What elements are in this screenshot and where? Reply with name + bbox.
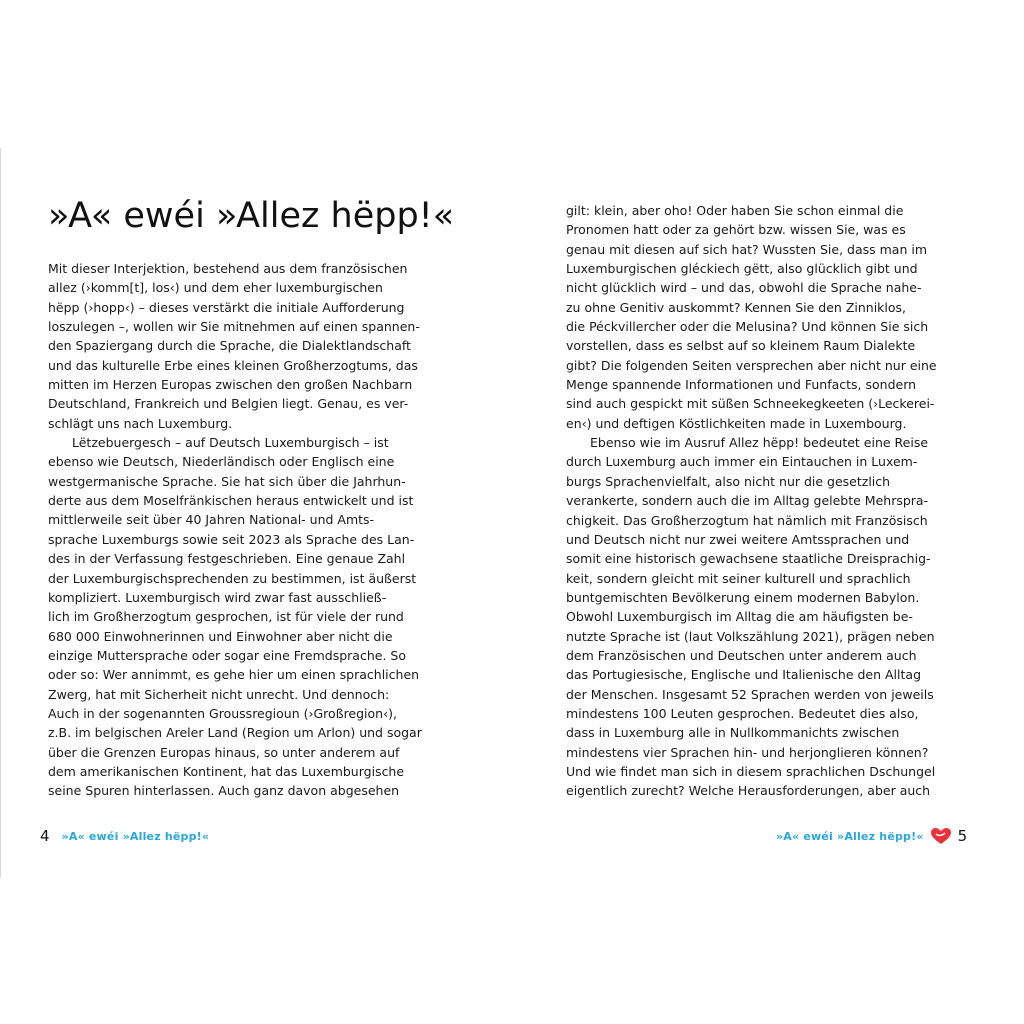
body-line: vorstellen, dass es selbst auf so kleinem Raum Dialekte	[566, 338, 916, 354]
body-line: gilt: klein, aber oho! Oder haben Sie schon einmal die	[566, 203, 904, 218]
body-line: keit, sondern gleicht mit seiner kulturell und sprachlich	[566, 570, 911, 586]
body-line: seine Spuren hinterlassen. Auch ganz davon abgesehen	[48, 783, 400, 799]
body-line: chigkeit. Das Großherzogtum hat nämlich mit Französisch	[566, 512, 928, 528]
body-line: den Spaziergang durch die Sprache, die Dialektlandschaft	[48, 338, 411, 354]
body-line: allez (›komm[t], los‹) und dem eher luxemburgischen	[48, 280, 383, 296]
body-line: z.B. im belgischen Areler Land (Region um Arlon) und sogar	[48, 725, 422, 741]
right-page-body	[566, 201, 937, 801]
body-line: nicht glücklich wird – und das, obwohl die Sprache nahe-	[566, 280, 922, 296]
body-line: burgs Sprachenvielfalt, also nicht nur die gesetzlich	[566, 473, 891, 489]
body-line: eigentlich zurecht? Welche Herausforderungen, aber auch	[566, 783, 931, 799]
body-line: Menge spannende Informationen und Funfacts, sondern	[566, 377, 917, 393]
body-line: genau mit diesen auf sich hat? Wussten Sie, dass man im	[566, 241, 927, 257]
body-line: dem Französischen und Deutschen unter anderem auch	[566, 647, 917, 663]
body-line: schlägt uns nach Luxemburg.	[48, 415, 233, 431]
body-line: Auch in der sogenannten Groussregioun (›Großregion‹),	[48, 705, 397, 721]
body-line: einzige Muttersprache oder sogar eine Fremdsprache. So	[48, 647, 406, 663]
body-line: dass in Luxemburg alle in Nullkommanichts zwischen	[566, 725, 900, 741]
body-line: nutzte Sprache ist (laut Volkszählung 2021), prägen neben	[566, 628, 935, 644]
right-footer	[776, 827, 967, 845]
body-line: sind auch gespickt mit süßen Schneekegkeeten (›Leckerei-	[566, 396, 935, 412]
left-footer	[40, 827, 209, 845]
body-line: sprache Luxemburgs sowie seit 2023 als Sprache des Lan-	[48, 531, 415, 547]
body-line: Pronomen hatt oder za gehört bzw. wissen Sie, was es	[566, 222, 906, 238]
body-line: buntgemischten Bevölkerung einem modernen Babylon.	[566, 589, 920, 605]
body-line: mindestens vier Sprachen hin- und herjonglieren können?	[566, 744, 929, 760]
body-line: Deutschland, Frankreich und Belgien liegt. Genau, es ver-	[48, 396, 409, 412]
chapter-title: »A« ewéi »Allez hëpp!«	[48, 196, 455, 236]
page-number: 4	[40, 827, 50, 845]
body-line: Obwohl Luxemburgisch im Alltag die am häufigsten be-	[566, 609, 913, 625]
running-head: »A« ewéi »Allez hëpp!«	[61, 829, 210, 843]
body-line: der Luxemburgischsprechenden zu bestimmen, ist äußerst	[48, 570, 417, 586]
body-line: hëpp (›hopp‹) – dieses verstärkt die initiale Aufforderung	[48, 299, 405, 315]
body-line: Und wie findet man sich in diesem sprachlichen Dschungel	[566, 763, 936, 779]
body-line: die Péckvillercher oder die Melusina? Und können Sie sich	[566, 319, 929, 335]
body-line: derte aus dem Moselfränkischen heraus entwickelt und ist	[48, 493, 414, 509]
body-line: dem amerikanischen Kontinent, hat das Luxemburgische	[48, 763, 405, 779]
body-line: mitten im Herzen Europas zwischen den großen Nachbarn	[48, 377, 413, 393]
body-line: und Deutsch nicht nur zwei weitere Amtssprachen und	[566, 531, 910, 547]
body-line: verankerte, sondern auch die im Alltag gelebte Mehrspra-	[566, 493, 929, 509]
body-line: zu ohne Genitiv auskommt? Kennen Sie den Zinniklos,	[566, 299, 907, 315]
body-line: gibt? Die folgenden Seiten versprechen aber nicht nur eine	[566, 357, 937, 373]
body-line: Luxemburgischen gléckiech gëtt, also glücklich gibt und	[566, 261, 918, 277]
body-line: Zwerg, hat mit Sicherheit nicht unrecht. Und dennoch:	[48, 686, 390, 702]
body-line: en‹) und deftigen Köstlichkeiten made in Luxembourg.	[566, 415, 907, 431]
body-line: kompliziert. Luxemburgisch wird zwar fast ausschließ-	[48, 589, 387, 605]
page-number: 5	[957, 827, 968, 845]
body-line: oder so: Wer annimmt, es gehe hier um einen sprachlichen	[48, 667, 420, 683]
body-line: Mit dieser Interjektion, bestehend aus dem französischen	[48, 261, 408, 276]
body-line: loszulegen –, wollen wir Sie mitnehmen auf einen spannen-	[48, 319, 420, 335]
body-line: der Menschen. Insgesamt 52 Sprachen werden von jeweils	[566, 686, 934, 702]
body-line: lich im Großherzogtum gesprochen, ist für viele der rund	[48, 609, 404, 625]
page-edge-line	[0, 148, 1, 878]
body-line: ebenso wie Deutsch, Niederländisch oder Englisch eine	[48, 454, 395, 470]
body-line: Ebenso wie im Ausruf Allez hëpp! bedeutet eine Reise	[590, 435, 929, 451]
body-line: westgermanische Sprache. Sie hat sich über die Jahrhun-	[48, 473, 406, 489]
body-line: mittlerweile seit über 40 Jahren National- und Amts-	[48, 512, 375, 528]
body-line: somit eine historisch gewachsene staatliche Dreisprachig-	[566, 551, 931, 567]
body-line: mindestens 100 Leuten gesprochen. Bedeutet dies also,	[566, 705, 919, 721]
body-line: Lëtzebuergesch – auf Deutsch Luxemburgisch – ist	[72, 435, 389, 451]
body-line: über die Grenzen Europas hinaus, so unter anderem auf	[48, 744, 400, 760]
heart-bird-icon	[930, 827, 952, 845]
body-line: das Portugiesische, Englische und Italienische den Alltag	[566, 667, 921, 683]
body-line: und das kulturelle Erbe eines kleinen Großherzogtums, das	[48, 357, 418, 373]
left-page-body	[48, 259, 422, 801]
body-line: des in der Verfassung festgeschrieben. Eine genaue Zahl	[48, 551, 406, 567]
body-line: durch Luxemburg auch immer ein Eintauchen in Luxem-	[566, 454, 918, 470]
running-head: »A« ewéi »Allez hëpp!«	[776, 829, 924, 843]
body-line: 680 000 Einwohnerinnen und Einwohner aber nicht die	[48, 628, 393, 644]
